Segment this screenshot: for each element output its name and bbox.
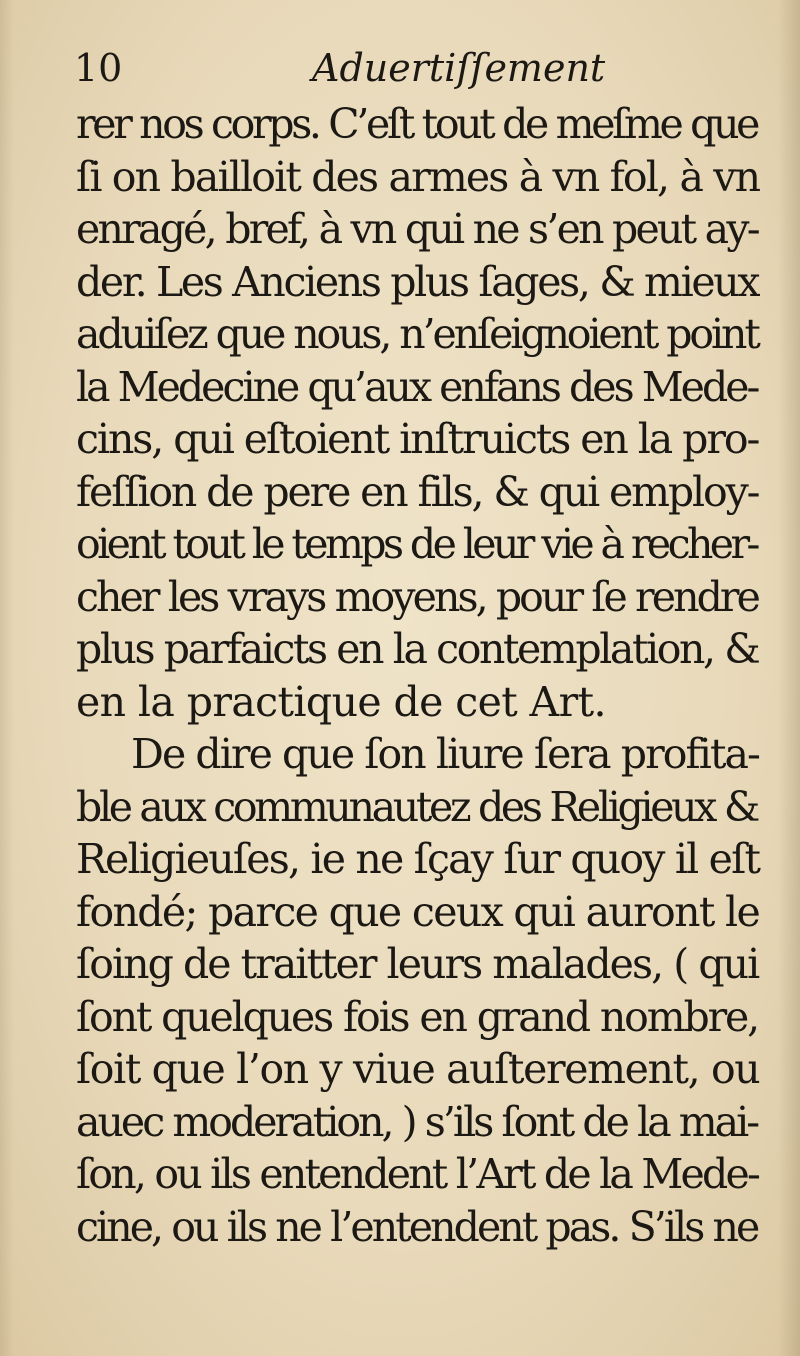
text-line: der. Les Anciens plus ſages, & mieux (76, 257, 759, 306)
page-right-edge-shadow (778, 0, 800, 1356)
page-left-edge-shadow (0, 0, 14, 1356)
text-line: cine, ou ils ne l’entendent pas. S’ils ne (76, 1202, 758, 1251)
text-line: enragé, bref, à vn qui ne s’en peut ay- (76, 205, 758, 253)
text-line: cins, qui eſtoient inſtruicts en la pro- (76, 415, 759, 463)
running-head (74, 44, 754, 94)
running-title: Aduertiſſement (312, 46, 606, 90)
text-line: Religieuſes, ie ne ſçay ſur quoy il eſt (76, 835, 760, 883)
text-line: ſoing de traitter leurs malades, ( qui (76, 940, 759, 988)
text-line: oient tout le temps de leur vie à recher- (76, 520, 757, 568)
text-line: cher les vrays moyens, pour ſe rendre (76, 572, 758, 621)
text-line: ſi on bailloit des armes à vn fol, à vn (76, 152, 760, 201)
text-line: feſſion de pere en fils, & qui employ- (76, 467, 759, 516)
page-number: 10 (74, 46, 123, 90)
text-line: fondé; parce que ceux qui auront le (76, 887, 760, 936)
text-line: auec moderation, ) s’ils ſont de la mai- (76, 1097, 758, 1146)
text-line: ſoit que l’on y viue auſterement, ou (76, 1045, 760, 1093)
text-line: ſon, ou ils entendent l’Art de la Mede- (76, 1150, 759, 1198)
text-line: ble aux communautez des Religieux & (76, 782, 758, 831)
text-line: la Medecine qu’aux enfans des Mede- (76, 362, 758, 411)
text-line: rer nos corps. C’eſt tout de meſme que (76, 100, 758, 148)
text-line: aduiſez que nous, n’enſeignoient point (76, 310, 758, 358)
body-text (76, 98, 760, 1253)
text-line: ſont quelques fois en grand nombre, (76, 992, 759, 1041)
paragraph-start-line: De dire que ſon liure ſera profita- (131, 730, 759, 778)
text-line: plus parfaicts en la contemplation, & (76, 625, 759, 673)
text-line: en la practique de cet Art. (76, 677, 606, 726)
